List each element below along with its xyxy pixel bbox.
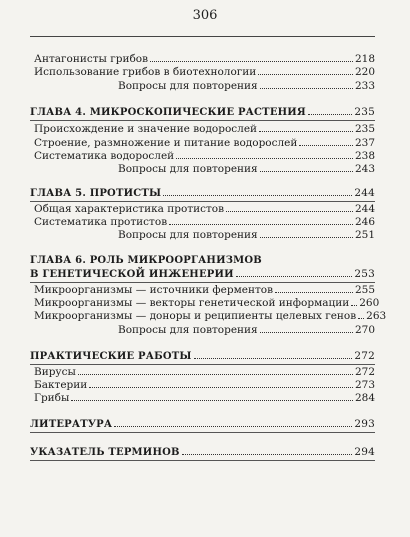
section-divider bbox=[30, 432, 375, 433]
toc-entry: Строение, размножение и питание водорослей 237 bbox=[34, 137, 375, 149]
header-rule bbox=[30, 36, 375, 37]
toc-entry: Систематика водорослей 238 bbox=[34, 150, 375, 162]
toc-entry-review: Вопросы для повторения 243 bbox=[118, 163, 375, 175]
toc-entry: Бактерии 273 bbox=[34, 379, 375, 391]
page-number: 306 bbox=[192, 8, 218, 23]
chapter-4-heading: ГЛАВА 4. МИКРОСКОПИЧЕСКИЕ РАСТЕНИЯ 235 bbox=[30, 106, 375, 118]
practical-heading: ПРАКТИЧЕСКИЕ РАБОТЫ 272 bbox=[30, 350, 375, 362]
section-divider bbox=[30, 282, 375, 283]
toc-entry-review: Вопросы для повторения 233 bbox=[118, 80, 375, 92]
chapter-6-heading-line2: В ГЕНЕТИЧЕСКОЙ ИНЖЕНЕРИИ 253 bbox=[30, 268, 375, 280]
toc-entry: Происхождение и значение водорослей 235 bbox=[34, 123, 375, 135]
chapter-6-heading: ГЛАВА 6. РОЛЬ МИКРООРГАНИЗМОВ bbox=[30, 255, 262, 266]
toc-entry: Грибы 284 bbox=[34, 392, 375, 404]
toc-entry: Микроорганизмы — векторы генетической информации 260 bbox=[34, 297, 380, 309]
toc-entry: Микроорганизмы — источники ферментов 255 bbox=[34, 284, 375, 296]
chapter-5-heading: ГЛАВА 5. ПРОТИСТЫ 244 bbox=[30, 187, 375, 199]
toc-entry: Вирусы 272 bbox=[34, 366, 375, 378]
section-divider bbox=[30, 120, 375, 121]
section-divider bbox=[30, 201, 375, 202]
toc-entry-review: Вопросы для повторения 251 bbox=[118, 229, 375, 241]
index-heading: УКАЗАТЕЛЬ ТЕРМИНОВ 294 bbox=[30, 446, 375, 458]
section-divider bbox=[30, 460, 375, 461]
section-divider bbox=[30, 364, 375, 365]
literature-heading: ЛИТЕРАТУРА 293 bbox=[30, 418, 375, 430]
toc-entry: Использование грибов в биотехнологии 220 bbox=[34, 66, 375, 78]
toc-entry: Систематика протистов 246 bbox=[34, 216, 375, 228]
toc-entry-review: Вопросы для повторения 270 bbox=[118, 324, 375, 336]
toc-entry: Антагонисты грибов 218 bbox=[34, 53, 375, 65]
toc-entry: Микроорганизмы — доноры и реципиенты целевых генов 263 bbox=[34, 310, 387, 322]
toc-entry: Общая характеристика протистов 244 bbox=[34, 203, 375, 215]
